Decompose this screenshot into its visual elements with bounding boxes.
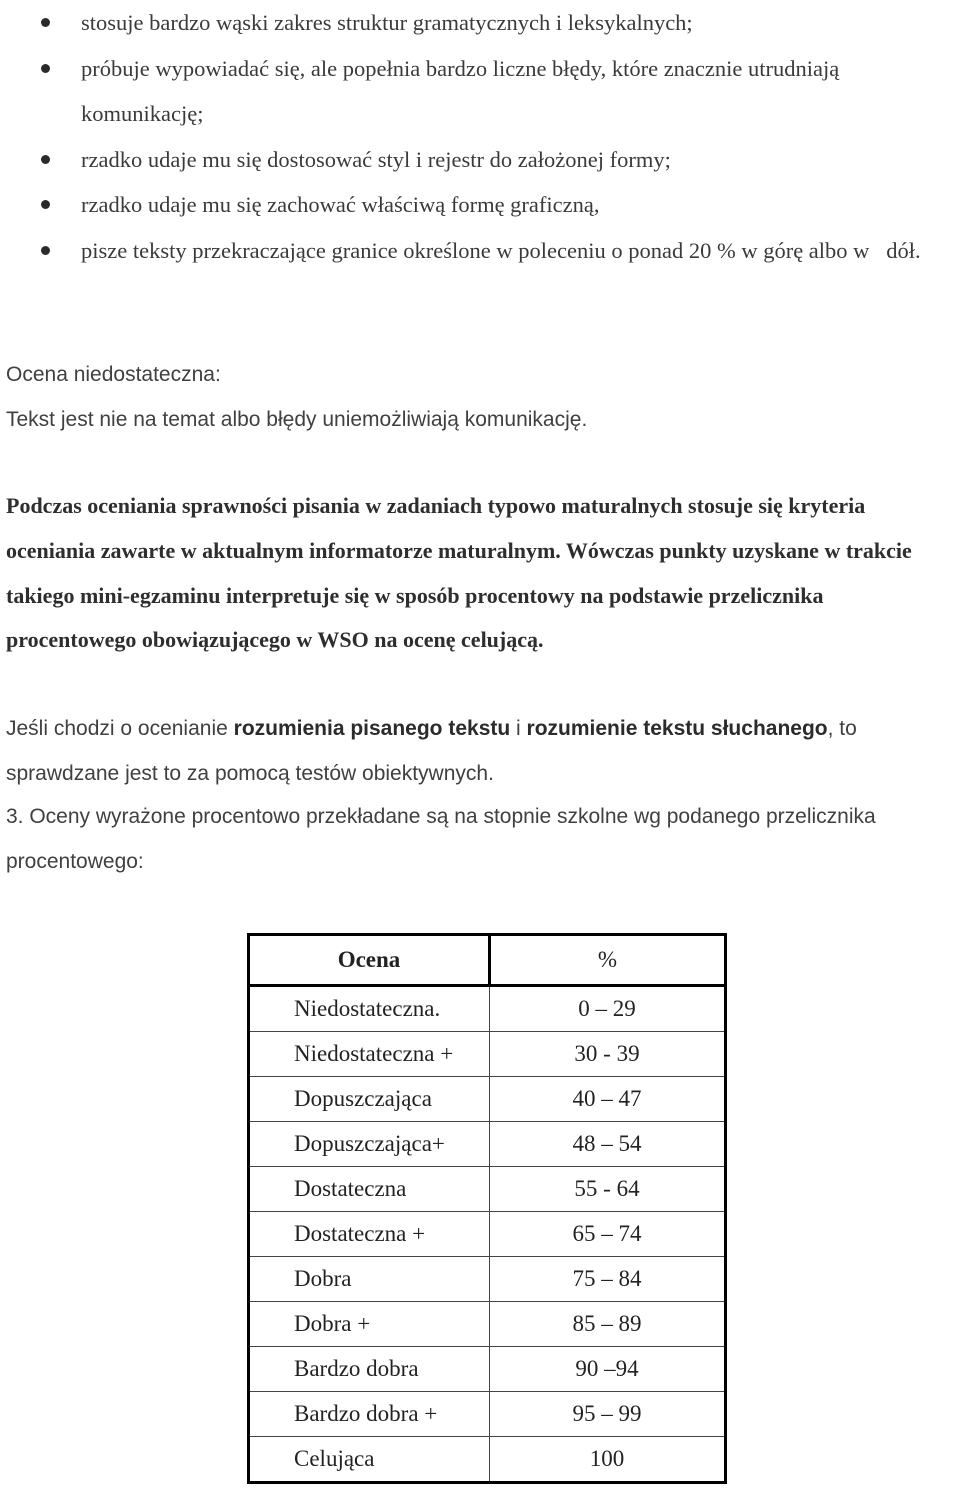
comprehension-text: Jeśli chodzi o ocenianie bbox=[6, 717, 234, 740]
criteria-bullet-list bbox=[0, 0, 960, 274]
table-row bbox=[249, 1122, 726, 1167]
bullet-item bbox=[0, 182, 960, 228]
table-row bbox=[249, 1302, 726, 1347]
bullet-item bbox=[0, 228, 960, 274]
table-header-grade: Ocena bbox=[249, 935, 490, 986]
range-cell: 95 – 99 bbox=[490, 1392, 726, 1437]
bullet-item bbox=[0, 46, 960, 137]
table-row bbox=[249, 1077, 726, 1122]
bullet-text: próbuje wypowiadać się, ale popełnia bardzo liczne błędy, które znacznie utrudniają komunikację; bbox=[81, 55, 840, 127]
table-row bbox=[249, 1437, 726, 1483]
range-cell: 100 bbox=[490, 1437, 726, 1483]
grade-cell: Dopuszczająca+ bbox=[249, 1122, 490, 1167]
range-cell: 65 – 74 bbox=[490, 1212, 726, 1257]
grade-cell: Bardzo dobra + bbox=[249, 1392, 490, 1437]
table-row bbox=[249, 1032, 726, 1077]
table-row bbox=[249, 1167, 726, 1212]
table-header-row bbox=[249, 935, 726, 986]
range-cell: 48 – 54 bbox=[490, 1122, 726, 1167]
bullet-text: rzadko udaje mu się dostosować styl i rejestr do założonej formy; bbox=[81, 146, 671, 172]
range-cell: 55 - 64 bbox=[490, 1167, 726, 1212]
table-header-percent: % bbox=[490, 935, 726, 986]
bullet-dot-icon bbox=[41, 155, 50, 164]
grade-cell: Dostateczna + bbox=[249, 1212, 490, 1257]
grade-cell: Bardzo dobra bbox=[249, 1347, 490, 1392]
grade-insufficient-text: Tekst jest nie na temat albo błędy uniemożliwiają komunikację. bbox=[6, 408, 588, 431]
grade-cell: Niedostateczna + bbox=[249, 1032, 490, 1077]
comprehension-bold-reading: rozumienia pisanego tekstu bbox=[233, 717, 511, 740]
table-row bbox=[249, 986, 726, 1032]
range-cell: 0 – 29 bbox=[490, 986, 726, 1032]
comprehension-bold-listening: rozumienie tekstu słuchanego bbox=[526, 717, 828, 740]
bullet-dot-icon bbox=[41, 200, 50, 209]
grade-cell: Dobra bbox=[249, 1257, 490, 1302]
range-cell: 40 – 47 bbox=[490, 1077, 726, 1122]
writing-assessment-paragraph: Podczas oceniania sprawności pisania w zadaniach typowo maturalnych stosuje się kryteria oceniania zawarte w aktualnym informatorze maturalnym. Wówczas punkty uzyskane w trakcie takiego mini-egzaminu interpretuje się w sposób procentowy na podstawie przelicznika procentowego obowiązującego w WSO na ocenę celującą. bbox=[6, 493, 912, 653]
grade-insufficient-heading: Ocena niedostateczna: bbox=[6, 363, 221, 386]
table-row bbox=[249, 1347, 726, 1392]
bullet-dot-icon bbox=[41, 64, 50, 73]
grade-conversion-table bbox=[247, 933, 727, 1484]
point-3-paragraph: 3. Oceny wyrażone procentowo przekładane są na stopnie szkolne wg podanego przelicznika procentowego: bbox=[6, 805, 876, 873]
table-row bbox=[249, 1212, 726, 1257]
comprehension-paragraph bbox=[6, 706, 956, 796]
range-cell: 75 – 84 bbox=[490, 1257, 726, 1302]
bullet-dot-icon bbox=[41, 246, 50, 255]
bullet-text: rzadko udaje mu się zachować właściwą formę graficzną, bbox=[81, 192, 600, 218]
grade-cell: Dostateczna bbox=[249, 1167, 490, 1212]
range-cell: 85 – 89 bbox=[490, 1302, 726, 1347]
bullet-item bbox=[0, 0, 960, 46]
range-cell: 90 –94 bbox=[490, 1347, 726, 1392]
bullet-item bbox=[0, 137, 960, 183]
bullet-text: stosuje bardzo wąski zakres struktur gramatycznych i leksykalnych; bbox=[81, 10, 693, 35]
bullet-dot-icon bbox=[41, 18, 50, 27]
grade-cell: Celująca bbox=[249, 1437, 490, 1483]
grade-cell: Dopuszczająca bbox=[249, 1077, 490, 1122]
comprehension-text: , to sprawdzane jest to za pomocą testów obiektywnych. bbox=[6, 717, 857, 785]
range-cell: 30 - 39 bbox=[490, 1032, 726, 1077]
table-row bbox=[249, 1257, 726, 1302]
grade-cell: Dobra + bbox=[249, 1302, 490, 1347]
comprehension-text: i bbox=[510, 717, 527, 740]
bullet-text: pisze teksty przekraczające granice określone w poleceniu o ponad 20 % w górę albo w dół. bbox=[81, 237, 921, 263]
grade-cell: Niedostateczna. bbox=[249, 986, 490, 1032]
table-row bbox=[249, 1392, 726, 1437]
